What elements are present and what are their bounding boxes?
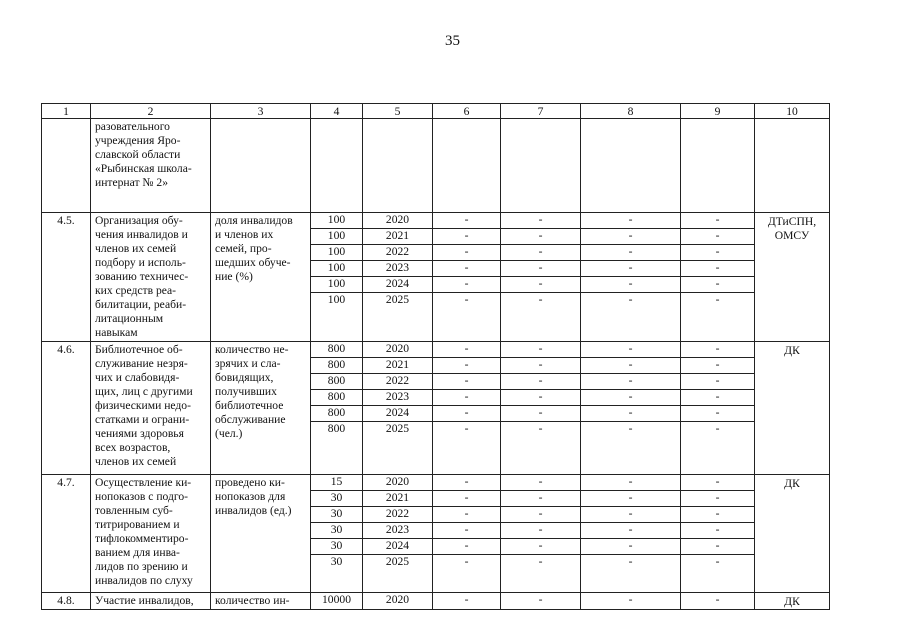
responsible-line: ДТиСПН, — [767, 215, 817, 228]
responsible-line: ДК — [784, 344, 800, 357]
name-line: учреждения Яро- — [95, 134, 181, 147]
year-sub: 2020 — [363, 213, 432, 229]
value-sub: 100 — [311, 229, 362, 245]
page-number: 35 — [445, 33, 460, 49]
row-number: 4.6. — [42, 342, 91, 475]
row-number: 4.8. — [42, 593, 91, 610]
activity-name — [91, 475, 211, 593]
value-sub: 15 — [311, 475, 362, 491]
year-sub: 2023 — [363, 261, 432, 277]
col8-sub: - — [581, 406, 680, 422]
name-line: славской области — [95, 148, 181, 161]
name-line: нопоказов с подго- — [95, 490, 189, 503]
value-sub: 30 — [311, 507, 362, 523]
year-sub: 2020 — [385, 593, 410, 606]
indicator-line: инвалидов (ед.) — [215, 504, 292, 517]
table-row — [42, 213, 830, 342]
col7-sub: - — [538, 593, 543, 606]
year-sub: 2023 — [363, 390, 432, 406]
value-sub: 30 — [330, 555, 343, 568]
indicator — [211, 475, 311, 593]
col8-sub: - — [628, 555, 633, 568]
col8-sub: - — [628, 422, 633, 435]
col9-sub: - — [681, 507, 754, 523]
name-line: ванием для инва- — [95, 546, 180, 559]
col7-cell — [501, 475, 581, 593]
name-line: Осуществление ки- — [95, 476, 192, 489]
col9-cell — [681, 342, 755, 475]
header-col-1: 1 — [42, 104, 91, 119]
col7-sub: - — [538, 422, 543, 435]
indicator — [211, 213, 311, 342]
year-cell — [363, 213, 433, 342]
year-sub: 2021 — [363, 491, 432, 507]
year-sub: 2020 — [363, 342, 432, 358]
col6-sub: - — [433, 374, 500, 390]
year-cell — [363, 475, 433, 593]
col8-sub: - — [581, 475, 680, 491]
responsible — [755, 342, 830, 475]
col6-sub: - — [464, 293, 469, 306]
col7-sub: - — [501, 406, 580, 422]
year-sub: 2025 — [385, 422, 410, 435]
col8-sub: - — [581, 358, 680, 374]
col8-cell — [581, 342, 681, 475]
name-line: товленным суб- — [95, 504, 173, 517]
col7-sub: - — [501, 261, 580, 277]
name-line: билитации, реаби- — [95, 298, 187, 311]
header-col-3: 3 — [211, 104, 311, 119]
col9-sub: - — [681, 342, 754, 358]
value-cell — [311, 213, 363, 342]
year-sub: 2024 — [363, 277, 432, 293]
name-line: лидов по зрению и — [95, 560, 188, 573]
indicator-line: нопоказов для — [215, 490, 286, 503]
col8-sub: - — [628, 593, 633, 606]
col9-sub: - — [715, 593, 720, 606]
col6-sub: - — [433, 406, 500, 422]
activity-name — [91, 342, 211, 475]
value-sub: 30 — [311, 539, 362, 555]
name-line: литационным — [95, 312, 164, 325]
col6-sub: - — [433, 358, 500, 374]
value-sub: 800 — [311, 406, 362, 422]
header-col-2: 2 — [91, 104, 211, 119]
col8-cell — [581, 593, 681, 610]
value-cell — [311, 475, 363, 593]
continuation-row — [42, 119, 830, 213]
col7-sub: - — [501, 491, 580, 507]
col9-sub: - — [681, 491, 754, 507]
value-sub: 800 — [311, 390, 362, 406]
year-sub: 2022 — [363, 245, 432, 261]
col8-sub: - — [581, 213, 680, 229]
col8-sub: - — [581, 229, 680, 245]
value-sub: 10000 — [322, 593, 351, 606]
col9-sub: - — [681, 358, 754, 374]
col9-sub: - — [681, 245, 754, 261]
name-line: титрированием и — [95, 518, 180, 531]
col9-sub: - — [681, 277, 754, 293]
year-sub: 2025 — [385, 555, 410, 568]
header-col-5: 5 — [363, 104, 433, 119]
value-sub: 800 — [327, 422, 346, 435]
col7-sub: - — [501, 277, 580, 293]
col9-cell — [681, 213, 755, 342]
header-col-7: 7 — [501, 104, 581, 119]
indicator-line: доля инвалидов — [215, 214, 293, 227]
name-line: Библиотечное об- — [95, 343, 183, 356]
col8-sub: - — [581, 374, 680, 390]
indicator-line: библиотечное — [215, 399, 284, 412]
col6-sub: - — [433, 507, 500, 523]
name-line: инвалидов по слуху — [95, 574, 193, 587]
responsible-line: ДК — [784, 595, 800, 608]
col9-sub: - — [715, 422, 720, 435]
responsible — [755, 475, 830, 593]
responsible-line: ДК — [784, 477, 800, 490]
value-sub: 100 — [311, 261, 362, 277]
value-cell — [311, 342, 363, 475]
value-cell — [311, 593, 363, 610]
name-line: чения инвалидов и — [95, 228, 188, 241]
year-sub: 2024 — [363, 406, 432, 422]
col6-sub: - — [433, 475, 500, 491]
indicator-line: шедших обуче- — [215, 256, 291, 269]
year-sub: 2022 — [363, 374, 432, 390]
indicator-line: зрячих и сла- — [215, 357, 281, 370]
activity-name — [91, 213, 211, 342]
name-line: членов их семей — [95, 455, 177, 468]
col7-sub: - — [501, 245, 580, 261]
name-line: членов их семей — [95, 242, 177, 255]
indicator-line: (чел.) — [215, 427, 243, 440]
indicator-line: количество ин- — [215, 594, 290, 607]
indicator-line: семей, про- — [215, 242, 272, 255]
col6-sub: - — [433, 342, 500, 358]
header-col-10: 10 — [755, 104, 830, 119]
col9-sub: - — [681, 229, 754, 245]
name-line: статками и ограни- — [95, 413, 190, 426]
value-sub: 100 — [327, 293, 346, 306]
indicator-line: ние (%) — [215, 270, 253, 283]
col8-cell — [581, 213, 681, 342]
indicator-line: бовидящих, — [215, 371, 274, 384]
col7-sub: - — [501, 374, 580, 390]
indicator-line: обслуживание — [215, 413, 286, 426]
col9-sub: - — [715, 293, 720, 306]
col9-sub: - — [681, 374, 754, 390]
col6-sub: - — [433, 390, 500, 406]
col6-cell — [433, 593, 501, 610]
indicator-line: количество не- — [215, 343, 289, 356]
col9-sub: - — [681, 475, 754, 491]
continuation-name — [91, 119, 211, 213]
name-line: интернат № 2» — [95, 176, 168, 189]
year-sub: 2021 — [363, 358, 432, 374]
col6-sub: - — [464, 593, 469, 606]
col7-sub: - — [501, 229, 580, 245]
value-sub: 30 — [311, 491, 362, 507]
col6-sub: - — [433, 539, 500, 555]
col6-cell — [433, 342, 501, 475]
indicator-line: и членов их — [215, 228, 274, 241]
table-row — [42, 593, 830, 610]
col9-sub: - — [681, 390, 754, 406]
col7-cell — [501, 213, 581, 342]
indicator — [211, 593, 311, 610]
col6-sub: - — [433, 229, 500, 245]
col9-sub: - — [681, 539, 754, 555]
name-line: всех возрастов, — [95, 441, 171, 454]
indicator — [211, 342, 311, 475]
col8-sub: - — [581, 523, 680, 539]
col6-cell — [433, 213, 501, 342]
row-number: 4.7. — [42, 475, 91, 593]
year-cell — [363, 593, 433, 610]
col7-sub: - — [538, 555, 543, 568]
table-row — [42, 342, 830, 475]
col6-sub: - — [433, 277, 500, 293]
col7-sub: - — [501, 358, 580, 374]
col9-cell — [681, 475, 755, 593]
year-sub: 2022 — [363, 507, 432, 523]
col6-sub: - — [433, 491, 500, 507]
col8-cell — [581, 475, 681, 593]
indicator-line: получивших — [215, 385, 277, 398]
name-line: Участие инвалидов, — [95, 594, 194, 607]
name-line: чих и слабовидя- — [95, 371, 180, 384]
name-line: разовательного — [95, 120, 170, 133]
col6-sub: - — [433, 523, 500, 539]
col8-sub: - — [581, 390, 680, 406]
col8-sub: - — [628, 293, 633, 306]
col6-sub: - — [433, 245, 500, 261]
col7-cell — [501, 342, 581, 475]
row-number: 4.5. — [42, 213, 91, 342]
value-sub: 100 — [311, 277, 362, 293]
year-cell — [363, 342, 433, 475]
col8-sub: - — [581, 491, 680, 507]
responsible — [755, 593, 830, 610]
col6-sub: - — [433, 213, 500, 229]
name-line: зованию техничес- — [95, 270, 189, 283]
col9-sub: - — [681, 213, 754, 229]
col7-sub: - — [501, 523, 580, 539]
col6-cell — [433, 475, 501, 593]
name-line: тифлокомментиро- — [95, 532, 189, 545]
header-col-9: 9 — [681, 104, 755, 119]
name-line: Организация обу- — [95, 214, 183, 227]
col8-sub: - — [581, 507, 680, 523]
col7-sub: - — [501, 342, 580, 358]
value-sub: 100 — [311, 213, 362, 229]
cell-num — [42, 119, 91, 213]
name-line: навыкам — [95, 326, 138, 339]
header-col-4: 4 — [311, 104, 363, 119]
value-sub: 30 — [311, 523, 362, 539]
col6-sub: - — [464, 422, 469, 435]
header-col-8: 8 — [581, 104, 681, 119]
col7-sub: - — [501, 475, 580, 491]
col9-cell — [681, 593, 755, 610]
name-line: щих, лиц с другими — [95, 385, 193, 398]
name-line: физическими недо- — [95, 399, 191, 412]
col9-sub: - — [681, 523, 754, 539]
col6-sub: - — [433, 261, 500, 277]
name-line: чениями здоровья — [95, 427, 184, 440]
col6-sub: - — [464, 555, 469, 568]
col8-sub: - — [581, 277, 680, 293]
name-line: ких средств реа- — [95, 284, 177, 297]
year-sub: 2020 — [363, 475, 432, 491]
col8-sub: - — [581, 245, 680, 261]
col8-sub: - — [581, 261, 680, 277]
col7-cell — [501, 593, 581, 610]
col7-sub: - — [501, 507, 580, 523]
col9-sub: - — [681, 406, 754, 422]
value-sub: 100 — [311, 245, 362, 261]
header-row — [42, 104, 830, 119]
table-row — [42, 475, 830, 593]
col7-sub: - — [538, 293, 543, 306]
header-col-6: 6 — [433, 104, 501, 119]
responsible-line: ОМСУ — [774, 229, 810, 242]
col9-sub: - — [681, 261, 754, 277]
name-line: «Рыбинская школа- — [95, 162, 192, 175]
name-line: подбору и исполь- — [95, 256, 186, 269]
activities-table — [41, 103, 830, 610]
name-line: служивание незря- — [95, 357, 188, 370]
col8-sub: - — [581, 342, 680, 358]
col7-sub: - — [501, 539, 580, 555]
col9-sub: - — [715, 555, 720, 568]
col8-sub: - — [581, 539, 680, 555]
year-sub: 2025 — [385, 293, 410, 306]
year-sub: 2024 — [363, 539, 432, 555]
activity-name — [91, 593, 211, 610]
col7-sub: - — [501, 213, 580, 229]
col7-sub: - — [501, 390, 580, 406]
year-sub: 2021 — [363, 229, 432, 245]
responsible — [755, 213, 830, 342]
indicator-line: проведено ки- — [215, 476, 285, 489]
value-sub: 800 — [311, 374, 362, 390]
value-sub: 800 — [311, 342, 362, 358]
value-sub: 800 — [311, 358, 362, 374]
year-sub: 2023 — [363, 523, 432, 539]
